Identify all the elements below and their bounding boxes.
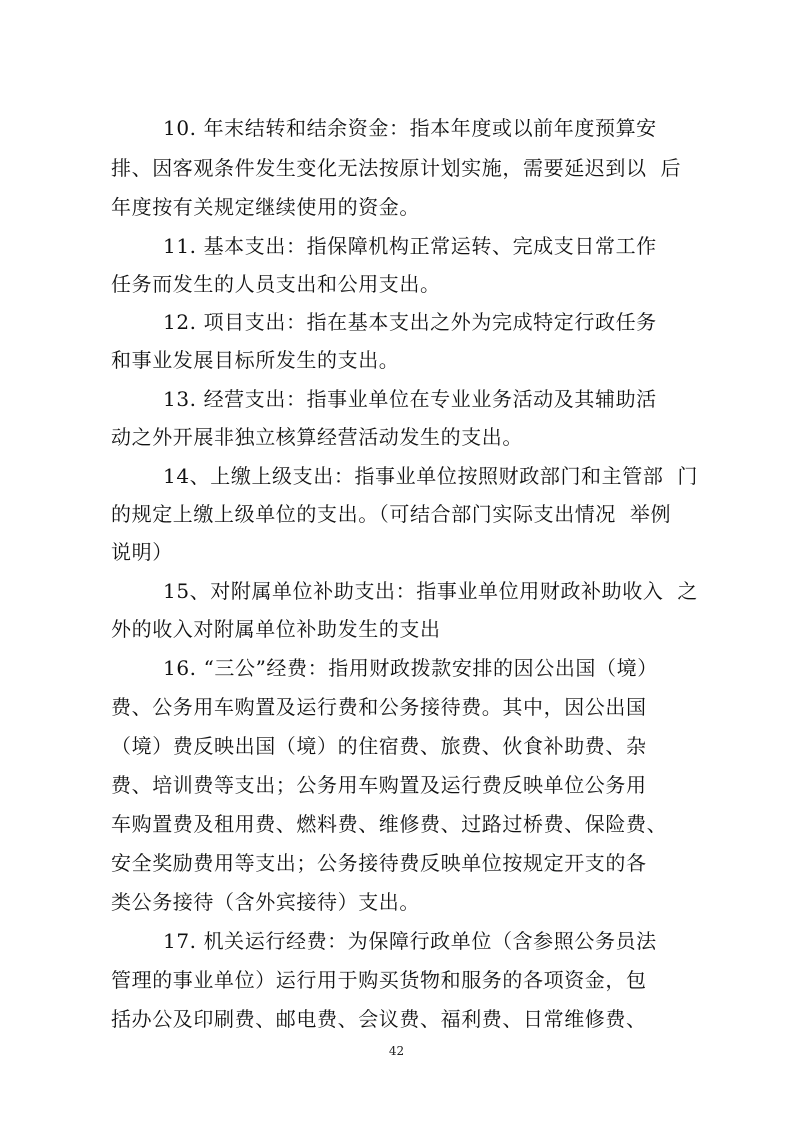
text-line: 17. 机关运行经费：为保障行政单位（含参照公务员法 xyxy=(163,929,657,953)
text-line: 费、公务用车购置及运行费和公务接待费。其中，因公出国 xyxy=(111,695,647,719)
text-line: 类公务接待（含外宾接待）支出。 xyxy=(111,890,420,914)
text-line: 任务而发生的人员支出和公用支出。 xyxy=(111,272,441,296)
text-line: 年度按有关规定继续使用的资金。 xyxy=(111,195,420,219)
page-number: 42 xyxy=(388,1044,405,1058)
text-line: 车购置费及租用费、燃料费、维修费、过路过桥费、保险费、 xyxy=(111,812,668,836)
text-line: 的规定上缴上级单位的支出。（可结合部门实际支出情况 举例 xyxy=(111,502,672,526)
text-line: 外的收入对附属单位补助发生的支出 xyxy=(111,617,441,641)
text-line: 安全奖励费用等支出；公务接待费反映单位按规定开支的各 xyxy=(111,851,647,875)
text-line: 12. 项目支出：指在基本支出之外为完成特定行政任务 xyxy=(163,310,657,334)
text-line: 费、培训费等支出；公务用车购置及运行费反映单位公务用 xyxy=(111,773,647,797)
text-line: （境）费反映出国（境）的住宿费、旅费、伙食补助费、杂 xyxy=(111,734,647,758)
text-line: 动之外开展非独立核算经营活动发生的支出。 xyxy=(111,425,523,449)
text-line: 和事业发展目标所发生的支出。 xyxy=(111,348,400,372)
text-line: 管理的事业单位）运行用于购买货物和服务的各项资金，包 xyxy=(111,968,647,992)
text-line: 14、上缴上级支出：指事业单位按照财政部门和主管部 门 xyxy=(163,464,698,488)
text-line: 11. 基本支出：指保障机构正常运转、完成支日常工作 xyxy=(163,234,657,258)
text-line: 13. 经营支出：指事业单位在专业业务活动及其辅助活 xyxy=(163,387,657,411)
text-line: 排、因客观条件发生变化无法按原计划实施，需要延迟到以 后 xyxy=(111,156,682,180)
text-line: 10. 年末结转和结余资金：指本年度或以前年度预算安 xyxy=(163,116,657,140)
text-line: 说明） xyxy=(111,540,173,564)
text-line: 括办公及印刷费、邮电费、会议费、福利费、日常维修费、 xyxy=(111,1007,647,1031)
text-line: 16. “三公”经费：指用财政拨款安排的因公出国（境） xyxy=(163,656,658,680)
text-line: 15、对附属单位补助支出：指事业单位用财政补助收入 之 xyxy=(163,579,698,603)
